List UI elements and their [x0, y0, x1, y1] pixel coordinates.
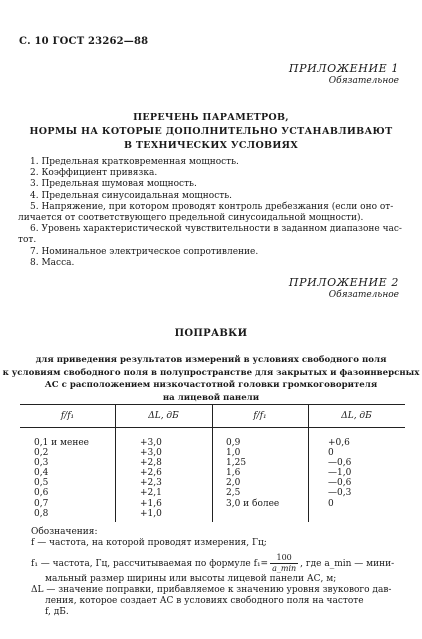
- table-header-ratio: f/f₁: [253, 411, 267, 421]
- table-cell: 0,8: [34, 508, 49, 519]
- list-item: 1. Предельная кратковременная мощность.: [30, 157, 239, 167]
- list-title-line-2: НОРМЫ НА КОТОРЫЕ ДОПОЛНИТЕЛЬНО УСТАНАВЛИВАЮТ: [29, 126, 393, 137]
- table-cell: +1,6: [140, 498, 162, 509]
- notes: [31, 527, 406, 618]
- table-cell: —0,6: [328, 478, 352, 489]
- table-cell: 0: [328, 498, 334, 509]
- list-item: 7. Номинальное электрическое сопротивление.: [30, 246, 259, 257]
- parameters-list: [18, 157, 405, 269]
- table-cell: +2,3: [140, 478, 162, 489]
- table-cell: 0,3: [34, 458, 49, 469]
- corrections-subtitle: [0, 354, 422, 404]
- table-cell: 0,2: [34, 448, 49, 459]
- list-item: 5. Напряжение, при котором проводят контроль дребезжания (если оно от-: [30, 201, 394, 212]
- list-item: 6. Уровень характеристической чувствительности в заданном диапазоне час-: [30, 224, 402, 235]
- corrections-subtitle-line-4: на лицевой панели: [162, 392, 260, 403]
- corrections-subtitle-line-2: к условиям свободного поля в полупространстве для закрытых и фазоинверсных: [2, 367, 420, 378]
- table-column-ratio-1: [34, 438, 89, 519]
- appendix-2-title: ПРИЛОЖЕНИЕ 2: [288, 276, 399, 289]
- table-cell: +1,0: [140, 508, 162, 519]
- list-item: 3. Предельная шумовая мощность.: [30, 179, 197, 190]
- note-f: f — частота, на которой проводят измерения, Гц;: [31, 538, 267, 548]
- note-f1: [31, 553, 406, 574]
- table-col-divider: [212, 404, 213, 522]
- list-item: 8. Масса.: [30, 257, 75, 268]
- table-cell: 2,5: [226, 488, 241, 499]
- appendix-2-status: Обязательное: [328, 290, 399, 300]
- formula-numerator: 100: [270, 553, 298, 564]
- table-cell: 0,7: [34, 498, 49, 509]
- table-cell: 1,6: [226, 468, 241, 479]
- table-cell: 0,5: [34, 478, 49, 489]
- note-delta-l: ΔL — значение поправки, прибавляемое к значению уровня звукового дав-: [31, 585, 392, 595]
- formula-denominator: a_min: [272, 564, 297, 573]
- formula-fraction: [270, 553, 298, 574]
- notes-title: Обозначения:: [31, 527, 98, 537]
- table-cell: +2,1: [140, 488, 162, 499]
- note-f1-continuation: мальный размер ширины или высоты лицевой панели АС, м;: [45, 574, 337, 584]
- table-cell: 0,6: [34, 488, 49, 499]
- note-f1-text-end: , где a_min — мини-: [300, 559, 395, 569]
- corrections-table: [20, 404, 405, 522]
- table-column-correction-2: [328, 438, 351, 509]
- appendix-1-title: ПРИЛОЖЕНИЕ 1: [288, 62, 399, 75]
- table-cell: 1,0: [226, 448, 241, 459]
- note-f1-text: f₁ — частота, Гц, рассчитываемая по формуле f₁=: [31, 559, 269, 569]
- table-cell: 0,4: [34, 468, 49, 479]
- table-column-ratio-2: [226, 438, 279, 509]
- table-cell: 0,9: [226, 438, 241, 448]
- table-header-correction: ΔL, дБ: [148, 411, 179, 421]
- table-header-correction: ΔL, дБ: [341, 411, 372, 421]
- table-cell: 0: [328, 448, 334, 459]
- table-cell: 2,0: [226, 478, 241, 489]
- table-column-correction-1: [140, 438, 162, 519]
- table-cell: —0,6: [328, 458, 352, 469]
- list-title-line-3: В ТЕХНИЧЕСКИХ УСЛОВИЯХ: [123, 140, 299, 151]
- table-col-divider: [308, 404, 309, 522]
- list-title-line-1: ПЕРЕЧЕНЬ ПАРАМЕТРОВ,: [133, 112, 289, 123]
- corrections-title: ПОПРАВКИ: [174, 328, 248, 339]
- list-item-continuation: личается от соответствующего предельной синусоидальной мощности).: [18, 213, 364, 224]
- list-item: 2. Коэффициент привязка.: [30, 168, 158, 179]
- note-delta-l-continuation: ления, которое создает АС в условиях свободного поля на частоте: [45, 596, 364, 606]
- appendix-1-status: Обязательное: [328, 76, 399, 86]
- table-cell: —0,3: [328, 488, 352, 499]
- table-cell: +2,8: [140, 458, 162, 469]
- table-col-divider: [115, 404, 116, 522]
- table-cell: +3,0: [140, 448, 162, 459]
- list-item: 4. Предельная синусоидальная мощность.: [30, 190, 232, 201]
- table-cell: +0,6: [328, 438, 350, 448]
- list-item-continuation: тот.: [18, 235, 37, 246]
- table-cell: +2,6: [140, 468, 162, 479]
- note-delta-l-continuation: f, дБ.: [45, 607, 69, 617]
- table-cell: 0,1 и менее: [34, 438, 90, 448]
- table-cell: +3,0: [140, 438, 162, 448]
- page-header: С. 10 ГОСТ 23262—88: [19, 36, 149, 47]
- corrections-subtitle-line-3: АС с расположением низкочастотной головки громкоговорителя: [44, 380, 378, 390]
- table-cell: —1,0: [328, 468, 352, 479]
- table-header-ratio: f/f₁: [60, 411, 75, 421]
- corrections-subtitle-line-1: для приведения результатов измерений в условиях свободного поля: [35, 355, 387, 365]
- table-cell: 1,25: [226, 458, 247, 469]
- table-cell: 3,0 и более: [226, 498, 280, 509]
